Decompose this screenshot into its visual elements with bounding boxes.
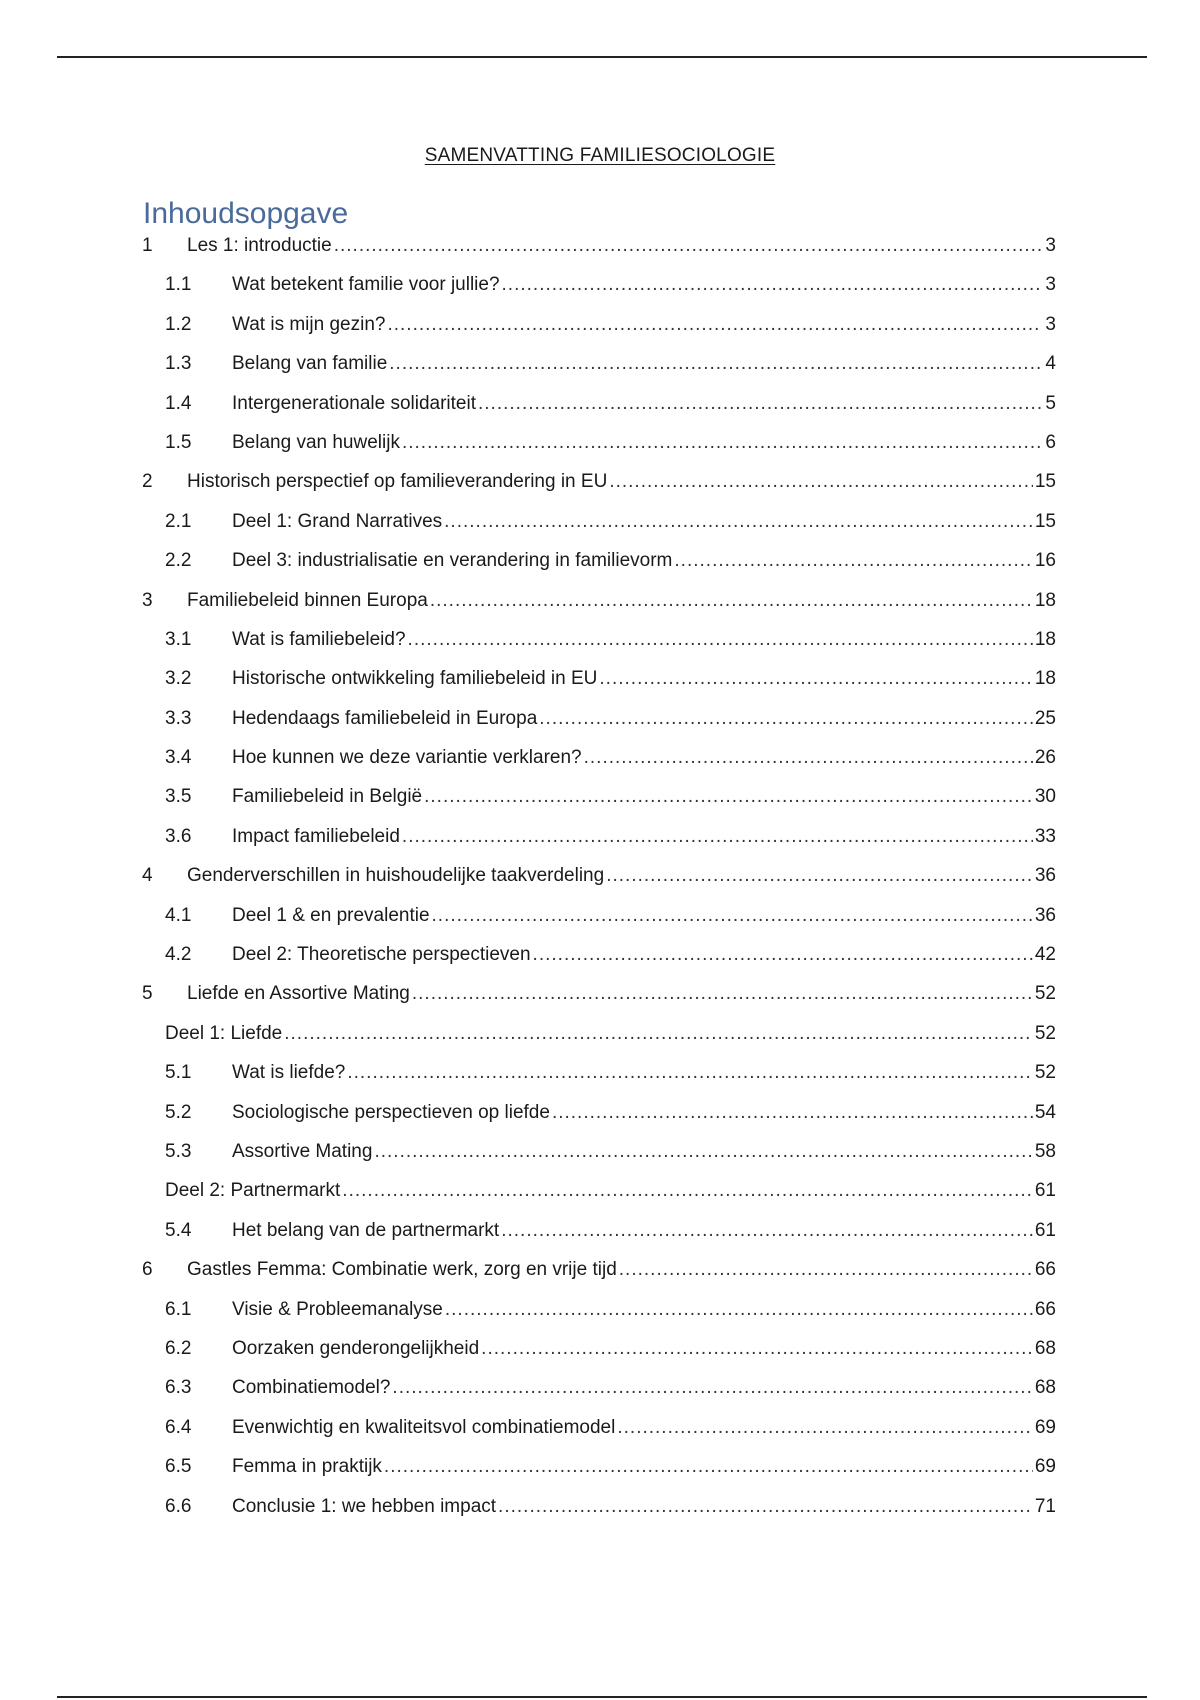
toc-entry-number: 3.3 [165, 707, 192, 729]
toc-entry[interactable] [142, 826, 1056, 865]
toc-entry-number: 2 [142, 471, 153, 493]
toc-dot-leader [384, 1456, 1033, 1478]
toc-entry-label: Historische ontwikkeling familiebeleid in EU [232, 668, 598, 690]
toc-entry-number: 3.2 [165, 668, 192, 690]
toc-dot-leader [619, 1259, 1033, 1281]
toc-dot-leader [392, 1377, 1032, 1399]
toc-entry-label: Historisch perspectief op familieverandering in EU [187, 471, 608, 493]
toc-entry-label: Het belang van de partnermarkt [232, 1219, 500, 1241]
toc-entry[interactable] [142, 865, 1056, 904]
toc-entry-number: 5.1 [165, 1062, 192, 1084]
toc-dot-leader [408, 629, 1033, 651]
toc-entry-label: Hedendaags familiebeleid in Europa [232, 707, 538, 729]
toc-entry-page-number: 66 [1034, 1259, 1056, 1281]
toc-entry-label: Deel 2: Theoretische perspectieven [232, 944, 531, 966]
toc-entry-number: 3.5 [165, 786, 192, 808]
toc-entry-label: Deel 1: Grand Narratives [232, 510, 443, 532]
toc-dot-leader [481, 1338, 1033, 1360]
toc-entry-label: Wat is familiebeleid? [232, 628, 406, 650]
toc-entry-label: Deel 2: Partnermarkt [165, 1180, 341, 1202]
toc-entry-page-number: 18 [1034, 668, 1056, 690]
toc-entry[interactable] [142, 1417, 1056, 1456]
toc-dot-leader [284, 1023, 1033, 1045]
toc-entry-page-number: 66 [1034, 1298, 1056, 1320]
toc-entry-label: Deel 3: industrialisatie en verandering in familievorm [232, 550, 673, 572]
toc-entry-label: Genderverschillen in huishoudelijke taakverdeling [187, 865, 605, 887]
toc-dot-leader [552, 1102, 1033, 1124]
toc-entry[interactable] [142, 590, 1056, 629]
toc-entry[interactable] [142, 471, 1056, 510]
toc-entry-label: Intergenerationale solidariteit [232, 392, 476, 414]
toc-entry-page-number: 18 [1034, 628, 1056, 650]
toc-entry-page-number: 68 [1034, 1337, 1056, 1359]
toc-entry-number: 4.2 [165, 944, 192, 966]
toc-entry-label: Hoe kunnen we deze variantie verklaren? [232, 747, 582, 769]
toc-entry-page-number: 52 [1034, 1022, 1056, 1044]
toc-dot-leader [674, 550, 1032, 572]
toc-entry-number: 6.6 [165, 1495, 192, 1517]
toc-dot-leader [478, 393, 1042, 415]
toc-entry-number: 5.4 [165, 1219, 192, 1241]
toc-dot-leader [334, 235, 1042, 257]
toc-entry-number: 3.1 [165, 628, 192, 650]
toc-entry[interactable] [142, 629, 1056, 668]
toc-entry-page-number: 6 [1045, 431, 1056, 453]
toc-entry-page-number: 15 [1034, 510, 1056, 532]
toc-entry-number: 3 [142, 589, 153, 611]
toc-entry[interactable] [142, 668, 1056, 707]
toc-entry-label: Les 1: introductie [187, 235, 332, 256]
toc-entry-label: Gastles Femma: Combinatie werk, zorg en vrije tijd [187, 1259, 617, 1281]
toc-entry-page-number: 36 [1034, 904, 1056, 926]
toc-entry-page-number: 52 [1034, 1062, 1056, 1084]
toc-entry-label: Impact familiebeleid [232, 825, 400, 847]
toc-entry-number: 6.1 [165, 1298, 192, 1320]
toc-entry-page-number: 25 [1034, 707, 1056, 729]
toc-entry-page-number: 16 [1034, 550, 1056, 572]
toc-dot-leader [424, 786, 1033, 808]
toc-entry-label: Familiebeleid binnen Europa [187, 589, 428, 611]
toc-dot-leader [389, 353, 1042, 375]
toc-entry-label: Wat betekent familie voor jullie? [232, 274, 500, 296]
document-title [0, 145, 1200, 167]
toc-entry[interactable] [142, 1456, 1056, 1495]
toc-entry-number: 4 [142, 865, 153, 887]
toc-entry[interactable] [142, 274, 1056, 313]
toc-dot-leader [606, 865, 1033, 887]
toc-entry-number: 6.2 [165, 1337, 192, 1359]
toc-entry[interactable] [142, 432, 1056, 471]
toc-entry-label: Oorzaken genderongelijkheid [232, 1337, 480, 1359]
toc-entry-number: 6.4 [165, 1416, 192, 1438]
toc-entry-page-number: 30 [1034, 786, 1056, 808]
toc-entry[interactable] [142, 1062, 1056, 1101]
toc-entry[interactable] [142, 786, 1056, 825]
toc-entry[interactable] [142, 708, 1056, 747]
toc-entry-label: Deel 1: Liefde [165, 1022, 283, 1044]
toc-entry-number: 4.1 [165, 904, 192, 926]
toc-entry-number: 1.5 [165, 431, 192, 453]
toc-heading: Inhoudsopgave [143, 197, 349, 230]
toc-entry-label: Wat is mijn gezin? [232, 313, 386, 335]
toc-dot-leader [584, 747, 1033, 769]
toc-entry[interactable] [142, 314, 1056, 353]
toc-entry-number: 1.4 [165, 392, 192, 414]
toc-dot-leader [432, 905, 1033, 927]
toc-entry-page-number: 36 [1034, 865, 1056, 887]
header-rule [57, 56, 1147, 58]
toc-dot-leader [539, 708, 1033, 730]
toc-dot-leader [501, 1220, 1033, 1242]
toc-dot-leader [347, 1062, 1033, 1084]
toc-entry[interactable] [142, 511, 1056, 550]
toc-entry-label: Deel 1 & en prevalentie [232, 904, 430, 926]
toc-entry-page-number: 3 [1045, 274, 1056, 296]
toc-dot-leader [374, 1141, 1032, 1163]
table-of-contents [142, 235, 1056, 1535]
toc-entry-page-number: 54 [1034, 1101, 1056, 1123]
toc-entry[interactable] [142, 353, 1056, 392]
toc-entry[interactable] [142, 1496, 1056, 1535]
toc-entry-page-number: 58 [1034, 1140, 1056, 1162]
toc-entry[interactable] [142, 235, 1056, 274]
toc-entry-number: 1 [142, 235, 153, 256]
toc-entry-number: 1.2 [165, 313, 192, 335]
toc-dot-leader [342, 1180, 1033, 1202]
toc-dot-leader [387, 314, 1042, 336]
toc-entry-label: Wat is liefde? [232, 1062, 346, 1084]
toc-entry-label: Conclusie 1: we hebben impact [232, 1495, 497, 1517]
toc-entry-number: 1.1 [165, 274, 192, 296]
footer-rule [57, 1696, 1147, 1698]
toc-entry[interactable] [142, 1141, 1056, 1180]
toc-entry-number: 3.6 [165, 825, 192, 847]
toc-entry-page-number: 5 [1045, 392, 1056, 414]
toc-entry-label: Assortive Mating [232, 1140, 373, 1162]
toc-entry-label: Belang van huwelijk [232, 431, 400, 453]
toc-entry-page-number: 3 [1045, 235, 1056, 256]
toc-entry-label: Femma in praktijk [232, 1456, 382, 1478]
toc-entry-page-number: 3 [1045, 313, 1056, 335]
toc-entry-label: Belang van familie [232, 353, 388, 375]
toc-dot-leader [430, 590, 1033, 612]
toc-dot-leader [609, 471, 1033, 493]
toc-entry-label: Evenwichtig en kwaliteitsvol combinatiemodel [232, 1416, 616, 1438]
toc-entry[interactable] [142, 1259, 1056, 1298]
toc-dot-leader [412, 983, 1033, 1005]
toc-entry-number: 6.5 [165, 1456, 192, 1478]
toc-entry-page-number: 33 [1034, 825, 1056, 847]
toc-entry-number: 5 [142, 983, 153, 1005]
toc-dot-leader [498, 1496, 1033, 1518]
toc-dot-leader [599, 668, 1032, 690]
toc-entry-number: 5.3 [165, 1140, 192, 1162]
toc-entry-page-number: 15 [1034, 471, 1056, 493]
toc-entry[interactable] [142, 1377, 1056, 1416]
toc-entry-page-number: 69 [1034, 1456, 1056, 1478]
toc-entry-page-number: 26 [1034, 747, 1056, 769]
toc-entry-number: 2.2 [165, 550, 192, 572]
toc-entry-number: 3.4 [165, 747, 192, 769]
toc-entry[interactable] [142, 905, 1056, 944]
toc-entry[interactable] [142, 1023, 1056, 1062]
toc-entry-number: 1.3 [165, 353, 192, 375]
toc-entry[interactable] [142, 1180, 1056, 1219]
toc-entry[interactable] [142, 983, 1056, 1022]
toc-entry[interactable] [142, 393, 1056, 432]
toc-entry-label: Liefde en Assortive Mating [187, 983, 410, 1005]
toc-dot-leader [617, 1417, 1033, 1439]
toc-entry-page-number: 18 [1034, 589, 1056, 611]
toc-entry-label: Sociologische perspectieven op liefde [232, 1101, 550, 1123]
toc-entry-number: 6.3 [165, 1377, 192, 1399]
toc-entry[interactable] [142, 944, 1056, 983]
toc-entry-page-number: 52 [1034, 983, 1056, 1005]
document-title-text: SAMENVATTING FAMILIESOCIOLOGIE [424, 145, 776, 166]
toc-entry-page-number: 68 [1034, 1377, 1056, 1399]
toc-entry-label: Familiebeleid in België [232, 786, 423, 808]
toc-entry-number: 5.2 [165, 1101, 192, 1123]
toc-entry-number: 2.1 [165, 510, 192, 532]
toc-dot-leader [444, 511, 1033, 533]
toc-entry-page-number: 42 [1034, 944, 1056, 966]
toc-entry-page-number: 61 [1034, 1219, 1056, 1241]
toc-entry-page-number: 71 [1034, 1495, 1056, 1517]
toc-entry-page-number: 4 [1045, 353, 1056, 375]
toc-entry-label: Combinatiemodel? [232, 1377, 391, 1399]
toc-entry[interactable] [142, 1299, 1056, 1338]
toc-dot-leader [502, 274, 1042, 296]
toc-entry[interactable] [142, 1338, 1056, 1377]
toc-dot-leader [402, 432, 1042, 454]
toc-entry-number: 6 [142, 1259, 153, 1281]
toc-entry[interactable] [142, 1102, 1056, 1141]
toc-entry-page-number: 61 [1034, 1180, 1056, 1202]
toc-entry-page-number: 69 [1034, 1416, 1056, 1438]
toc-dot-leader [533, 944, 1033, 966]
toc-dot-leader [402, 826, 1033, 848]
toc-entry-label: Visie & Probleemanalyse [232, 1298, 443, 1320]
toc-entry[interactable] [142, 1220, 1056, 1259]
toc-dot-leader [445, 1299, 1033, 1321]
toc-entry[interactable] [142, 747, 1056, 786]
toc-entry[interactable] [142, 550, 1056, 589]
